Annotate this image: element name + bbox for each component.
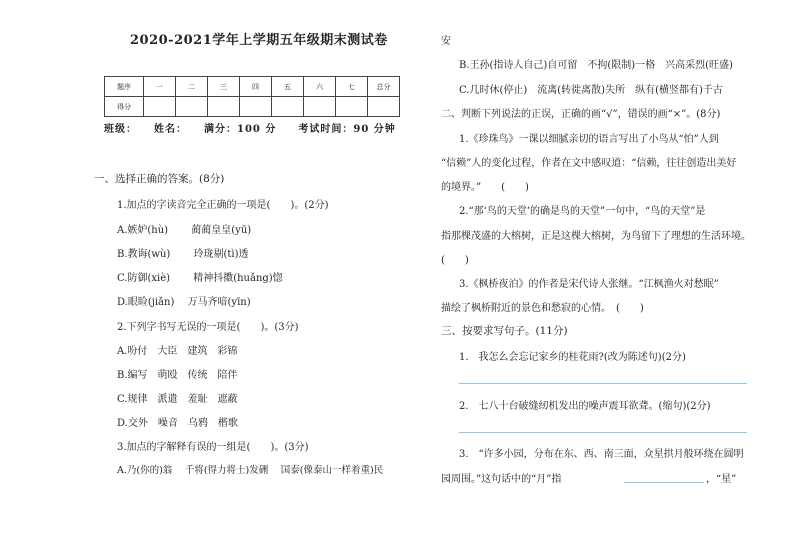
question-1-option-c: C.防御(xiè) 精神抖擞(huǎng)惚 <box>117 273 283 284</box>
question-3-option-c: C.几时休(停止) 流离(转徙离散)失所 纵有(横竖都有)千古 <box>459 85 723 96</box>
score-cell <box>144 97 176 117</box>
score-cell <box>176 97 208 117</box>
score-table-header-cell: 总分 <box>368 77 400 97</box>
section-1-heading: 一、选择正确的答案。(8分) <box>94 173 225 185</box>
judgement-1-line-2: “信赖”人的变化过程，作者在文中感叹道：“信赖，往往创造出美好 <box>441 158 737 169</box>
score-table-header-cell: 二 <box>176 77 208 97</box>
rewrite-3-line-2: 园周围。”这句话中的“月”指 <box>441 474 562 485</box>
judgement-2-line-1: 2.“那‘鸟的天堂’的确是鸟的天堂”一句中，“鸟的天堂”是 <box>459 206 706 217</box>
score-table-header-cell: 题序 <box>105 77 144 97</box>
score-table-row-label: 得分 <box>105 97 144 117</box>
score-cell <box>240 97 272 117</box>
rewrite-1: 1. 我怎么会忘记家乡的桂花雨?(改为陈述句)(2分) <box>459 352 686 363</box>
score-table-header-cell: 一 <box>144 77 176 97</box>
score-table-header-cell: 五 <box>272 77 304 97</box>
exam-meta-line: 班级： 姓名： 满分：100 分 考试时间：90 分钟 <box>104 124 396 135</box>
score-table-header-cell: 六 <box>304 77 336 97</box>
question-1-option-b: B.教诲(wù) 玲珑剔(tì)透 <box>117 249 249 260</box>
question-3-option-b: B.王孙(指诗人自己)自可留 不拘(限制)一格 兴高采烈(旺盛) <box>459 60 733 71</box>
question-3: 3.加点的字解释有误的一组是( )。(3分) <box>117 442 309 453</box>
score-table-score-row <box>105 97 400 117</box>
continued-text: 安 <box>441 36 451 47</box>
question-1: 1.加点的字读音完全正确的一项是( )。(2分) <box>117 200 329 211</box>
exam-title: 2020-2021学年上学期五年级期末测试卷 <box>130 33 388 48</box>
question-2-option-b: B.编写 萌殴 传统 陪伴 <box>117 370 238 381</box>
score-cell <box>208 97 240 117</box>
judgement-1-line-3: 的境界。” ( ) <box>441 182 529 193</box>
rewrite-2: 2. 七八十台破缝纫机发出的噪声震耳欲聋。(缩句)(2分) <box>459 401 711 412</box>
judgement-1-line-1: 1.《珍珠鸟》一课以细腻亲切的语言写出了小鸟从“怕”人到 <box>459 134 719 145</box>
rewrite-3-line-1: 3. “许多小园，分布在东、西、南三面，众星拱月般环绕在圆明 <box>459 449 744 460</box>
judgement-2-line-2: 指那棵茂盛的大榕树，正是这棵大榕树，为鸟留下了理想的生活环境。 <box>441 231 751 242</box>
judgement-3-line-1: 3.《枫桥夜泊》的作者是宋代诗人张继。“江枫渔火对愁眠” <box>459 279 719 290</box>
section-2-heading: 二、判断下列说法的正误，正确的画“√”，错误的画“×”。(8分) <box>441 109 721 120</box>
score-table <box>104 76 400 117</box>
question-1-option-a: A.嫉妒(hù) 蔺蔺皇皇(yū) <box>117 225 252 236</box>
score-cell <box>336 97 368 117</box>
score-cell <box>304 97 336 117</box>
rewrite-3-line-2-tail: ，“星” <box>706 474 737 485</box>
question-1-option-d: D.眼睑(jiǎn) 万马齐喑(yīn) <box>117 297 251 308</box>
answer-blank-moon[interactable] <box>624 482 704 483</box>
section-3-heading: 三、按要求写句子。(11分) <box>441 325 568 337</box>
score-table-header-row <box>105 77 400 97</box>
question-2: 2.下列字书写无误的一项是( )。(3分) <box>117 322 299 333</box>
answer-line-2[interactable] <box>459 432 747 433</box>
score-table-header-cell: 三 <box>208 77 240 97</box>
score-table-header-cell: 四 <box>240 77 272 97</box>
judgement-2-line-3: ( ) <box>441 255 469 266</box>
score-cell <box>368 97 400 117</box>
question-2-option-c: C.规律 派遣 羞耻 遮蔽 <box>117 394 238 405</box>
question-2-option-d: D.交外 噪音 乌鸦 楷歌 <box>117 418 238 429</box>
question-2-option-a: A.吩付 大臣 建筑 彩锦 <box>117 346 238 357</box>
score-table-header-cell: 七 <box>336 77 368 97</box>
judgement-3-line-2: 描绘了枫桥附近的景色和愁寂的心情。 ( ) <box>441 303 644 314</box>
score-cell <box>272 97 304 117</box>
question-3-option-a: A.乃(你的)翁 千将(得力将士)发硎 国泰(像泰山一样着重)民 <box>117 465 384 476</box>
answer-line-1[interactable] <box>459 383 747 384</box>
